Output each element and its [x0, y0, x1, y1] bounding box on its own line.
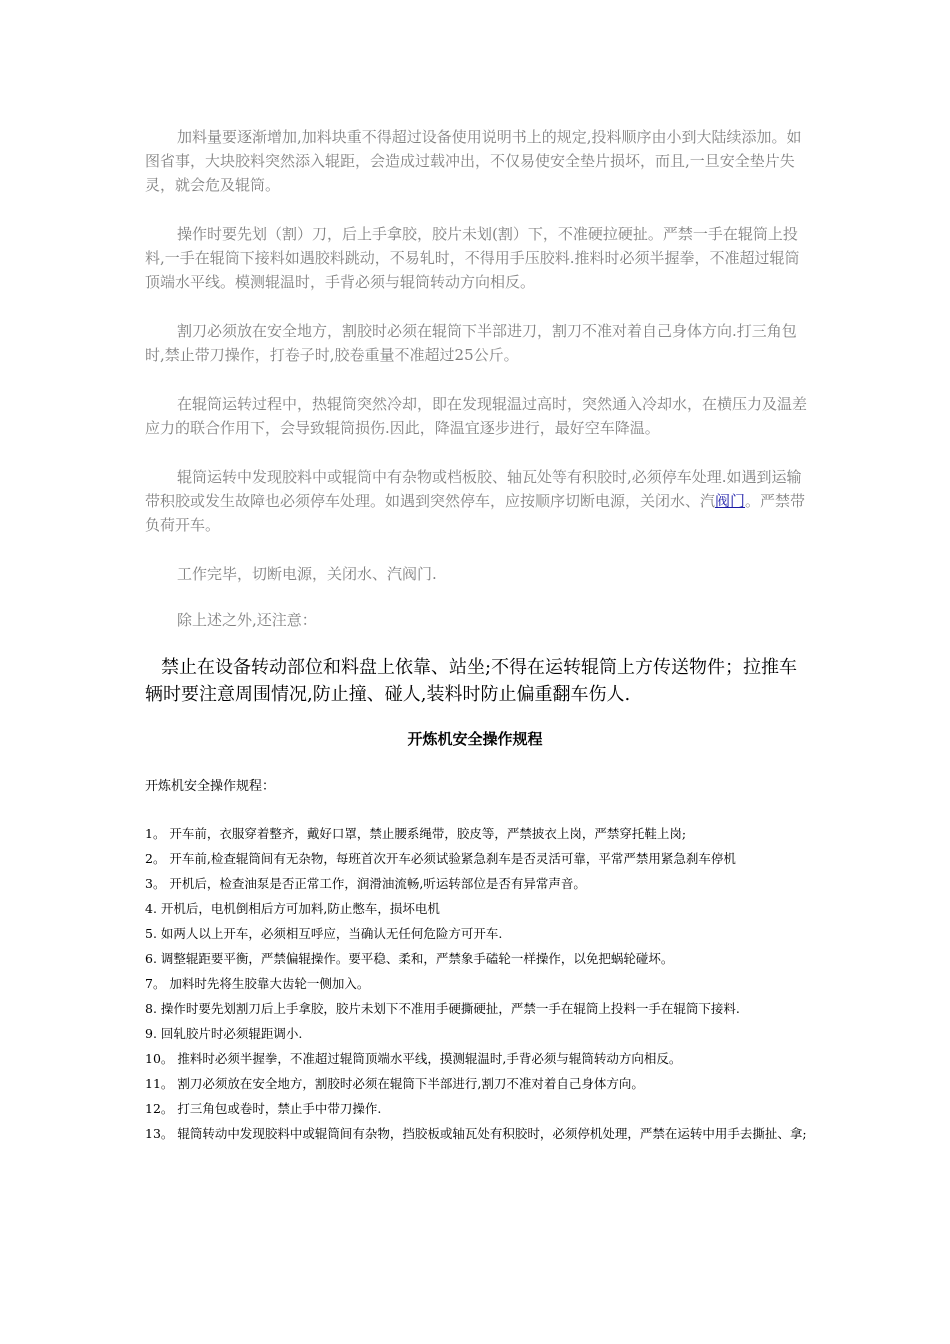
list-item: 6. 调整辊距要平衡，严禁偏辊操作。要平稳、柔和，严禁象手磕轮一样操作，以免把蜗轮碰坏。 [145, 951, 674, 966]
section-subtitle: 开炼机安全操作规程： [145, 779, 276, 794]
paragraph-cutting-operation: 操作时要先划（割）刀，后上手拿胶，胶片未划(割）下，不准硬拉硬扯。严禁一手在辊筒上投料,一手在辊筒下接料如遇胶料跳动，不易轧时，不得用手压胶料.推料时必须半握拳，不准超过辊筒顶端水平线。模测辊温时，手背必须与辊筒转动方向相反。 [145, 225, 800, 291]
rules-list [145, 821, 810, 1146]
list-item: 3。 开机后，检查油泵是否正常工作，润滑油流畅,听运转部位是否有异常声音。 [145, 876, 586, 891]
paragraph-stop-machine-text: 辊筒运转中发现胶料中或辊筒中有杂物或档板胶、轴瓦处等有积胶时,必须停车处理.如遇到运输带积胶或发生故障也必须停车处理。如遇到突然停车，应按顺序切断电源，关闭水、汽 [145, 468, 802, 510]
list-item: 2。 开车前,检查辊筒间有无杂物，每班首次开车必须试验紧急刹车是否灵活可靠，平常严禁用紧急刹车停机 [145, 851, 736, 866]
section-title: 开炼机安全操作规程 [407, 730, 543, 748]
paragraph-cooling: 在辊筒运转过程中，热辊筒突然冷却，即在发现辊温过高时，突然通入冷却水，在横压力及温差应力的联合作用下，会导致辊筒损伤.因此，降温宜逐步进行，最好空车降温。 [145, 395, 808, 437]
list-item: 4. 开机后，电机倒相后方可加料,防止憋车，损坏电机 [145, 901, 440, 916]
list-item: 7。 加料时先将生胶靠大齿轮一侧加入。 [145, 976, 370, 991]
list-item: 11。 割刀必须放在安全地方，割胶时必须在辊筒下半部进行,割刀不准对着自己身体方向。 [145, 1076, 644, 1091]
list-item: 9. 回轧胶片时必须辊距调小. [145, 1026, 303, 1041]
paragraph-stop-machine-tail: 。严禁带负荷开车。 [145, 492, 806, 534]
paragraph-stop-machine [145, 465, 810, 537]
list-item: 10。 推料时必须半握拳，不准超过辊筒顶端水平线，摸测辊温时,手背必须与辊筒转动方向相反。 [145, 1051, 682, 1066]
list-item: 1。 开车前，衣服穿着整齐，戴好口罩，禁止腰系绳带，胶皮等，严禁披衣上岗，严禁穿托鞋上岗; [145, 826, 687, 841]
list-item: 8. 操作时要先划割刀后上手拿胶，胶片未划下不准用手硬撕硬扯，严禁一手在辊筒上投料一手在辊筒下接料. [145, 1001, 740, 1016]
paragraph-feeding: 加料量要逐渐增加,加料块重不得超过设备使用说明书上的规定,投料顺序由小到大陆续添加。如图省事，大块胶料突然添入辊距，会造成过载冲出，不仅易使安全垫片损坏，而且,一旦安全垫片失灵，就会危及辊筒。 [145, 128, 802, 194]
list-item: 12。 打三角包或卷时，禁止手中带刀操作. [145, 1101, 382, 1116]
paragraph-knife-safety: 割刀必须放在安全地方，割胶时必须在辊筒下半部进刀，割刀不准对着自己身体方向.打三角包时,禁止带刀操作，打卷子时,胶卷重量不准超过25公斤。 [145, 322, 797, 364]
list-item: 5. 如两人以上开车，必须相互呼应，当确认无任何危险方可开车. [145, 926, 503, 941]
paragraph-work-complete: 工作完毕，切断电源，关闭水、汽阀门. [177, 565, 437, 583]
paragraph-also-note: 除上述之外,还注意： [177, 611, 317, 629]
list-item: 13。 辊筒转动中发现胶料中或辊筒间有杂物，挡胶板或轴瓦处有积胶时，必须停机处理，严禁在运转中用手去撕扯、拿; [145, 1126, 807, 1141]
paragraph-prohibitions: 禁止在设备转动部位和料盘上依靠、站坐;不得在运转辊筒上方传送物件；拉推车辆时要注意周围情况,防止撞、碰人,装料时防止偏重翻车伤人. [145, 657, 798, 705]
valve-link[interactable]: 阀门 [715, 492, 746, 510]
